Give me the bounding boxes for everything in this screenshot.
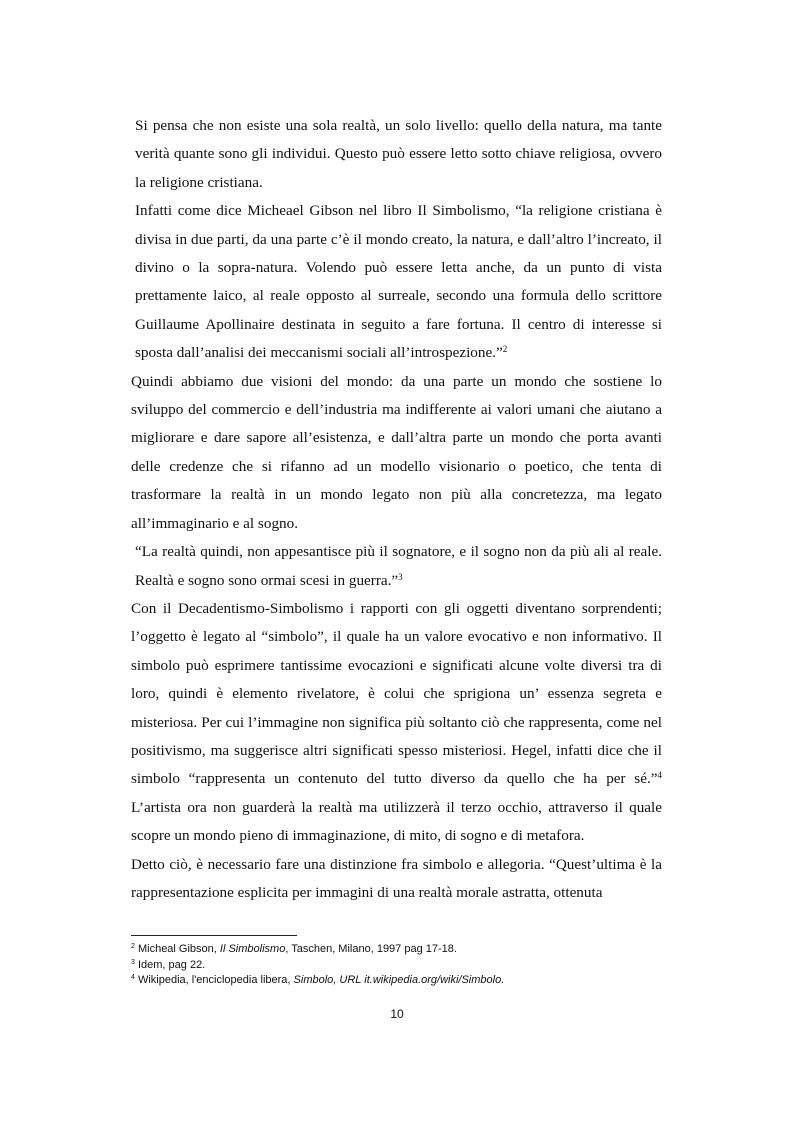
footnote-2: [131, 942, 662, 958]
footnote-3: [131, 958, 662, 974]
body-text: [131, 112, 674, 907]
paragraph-6: [131, 851, 662, 908]
footnote-4: [131, 973, 662, 989]
paragraph-2: [131, 197, 662, 367]
footnote-text: Idem, pag 22.: [137, 958, 206, 971]
paragraph-6-text: Detto ciò, è necessario fare una distinzione fra simbolo e allegoria. “Quest’ultima è la rappresentazione esplicita per immagini di una realtà morale astratta, ottenuta: [131, 855, 662, 901]
footnote-text-end: , Taschen, Milano, 1997 pag 17-18.: [285, 943, 457, 955]
footnote-separator: [131, 935, 297, 936]
paragraph-4-text: “La realtà quindi, non appesantisce più il sognatore, e il sogno non da più ali al reale. Realtà e sogno sono ormai scesi in guerra.”: [135, 543, 662, 589]
footnote-number: 3: [131, 958, 135, 966]
paragraph-4: [131, 538, 662, 595]
footnote-ref-3: 3: [398, 571, 403, 582]
page-number: 10: [390, 1007, 404, 1021]
paragraph-3: [131, 368, 662, 538]
paragraph-5-text-b: L’artista ora non guarderà la realtà ma utilizzerà il terzo occhio, attraverso il quale scopre un mondo pieno di immaginazione, di mito, di sogno e di metafora.: [131, 770, 674, 845]
footnotes: [131, 942, 662, 989]
footnote-ref-4: 4: [657, 770, 662, 781]
footnote-ref-2: 2: [502, 344, 508, 355]
footnote-title: Il Simbolismo: [219, 943, 286, 955]
paragraph-2-text: Infatti come dice Micheael Gibson nel libro Il Simbolismo, “la religione cristiana è divisa in due parti, da una parte c’è il mondo creato, la natura, e dall’altro l’increato, il divino o la sopra-natura. Volendo può essere letta anche, da un punto di vista prettamente laico, al reale opposto al surreale, secondo una formula dello scrittore Guillaume Apollinaire destinata in seguito a fare fortuna. Il centro di interesse si sposta dall’analisi dei meccanismi sociali all’introspezione.”: [135, 202, 662, 362]
paragraph-1-text: Si pensa che non esiste una sola realtà, un solo livello: quello della natura, ma tante verità quante sono gli individui. Questo può essere letto sotto chiave religiosa, ovvero la religione cristiana.: [135, 117, 662, 191]
footnote-number: 2: [131, 943, 135, 950]
paragraph-1: [131, 112, 662, 197]
paragraph-3-text: Quindi abbiamo due visioni del mondo: da una parte un mondo che sostiene lo sviluppo del commercio e dell’industria ma indifferente ai valori umani che aiutano a migliorare e dare sapore all’esistenza, e dall’altra parte un mondo che porta avanti delle credenze che si rifanno ad un modello visionario o poetico, che tenta di trasformare la realtà in un mondo legato non più alla concretezza, ma legato all’immaginario e al sogno.: [131, 372, 662, 532]
footnote-number: 4: [131, 974, 135, 981]
footnote-title: Simbolo, URL it.wikipedia.org/wiki/Simbolo.: [293, 974, 505, 986]
paragraph-5: [131, 595, 674, 851]
paragraph-5-text-a: Con il Decadentismo-Simbolismo i rapporti con gli oggetti diventano sorprendenti; l’oggetto è legato al “simbolo”, il quale ha un valore evocativo e non informativo. Il simbolo può esprimere tantissime evocazioni e significati alcune volte diversi tra di loro, quindi è elemento rivelatore, è colui che sprigiona un’ essenza segreta e misteriosa. Per cui l’immagine non significa più soltanto ciò che rappresenta, come nel positivismo, ma suggerisce altri significati spesso misteriosi. Hegel, infatti dice che il simbolo “rappresenta un contenuto del tutto diverso da quello che ha per sé.”: [131, 599, 662, 788]
footnote-text: Micheal Gibson,: [137, 943, 220, 955]
footnote-text: Wikipedia, l'enciclopedia libera,: [137, 974, 294, 986]
